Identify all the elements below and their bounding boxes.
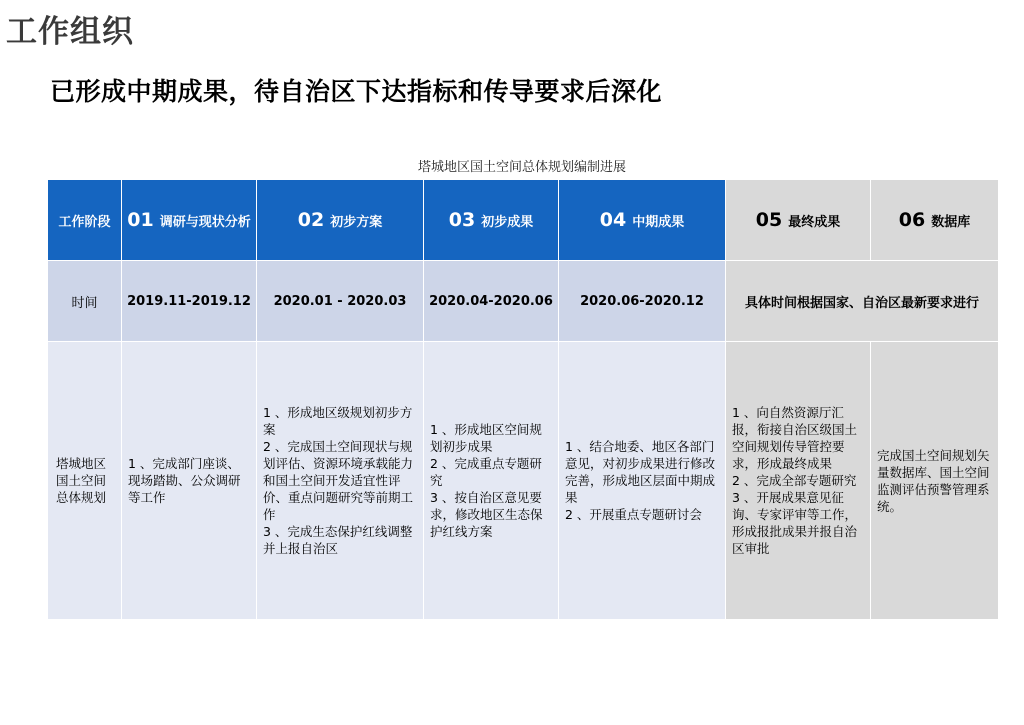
stage-name: 中期成果 bbox=[632, 215, 685, 230]
header-row bbox=[48, 180, 999, 261]
progress-table bbox=[47, 179, 999, 620]
stage-cell bbox=[122, 180, 257, 261]
content-cell bbox=[559, 342, 726, 620]
stage-number: 06 bbox=[898, 209, 926, 231]
time-value: 2020.01 - 2020.03 bbox=[273, 293, 407, 309]
headline: 已形成中期成果，待自治区下达指标和传导要求后深化 bbox=[50, 77, 663, 106]
time-final-cell bbox=[726, 261, 999, 342]
stage-header-label: 工作阶段 bbox=[58, 214, 111, 230]
time-value: 2020.06-2020.12 bbox=[580, 293, 704, 309]
row-label-cell bbox=[48, 342, 122, 620]
content-item: 3 、完成生态保护红线调整并上报自治区 bbox=[263, 524, 413, 556]
content-cell bbox=[871, 342, 999, 620]
stage-name: 调研与现状分析 bbox=[159, 215, 251, 230]
content-item: 2 、完成重点专题研究 bbox=[430, 456, 542, 488]
time-value: 2020.04-2020.06 bbox=[429, 293, 553, 309]
time-row bbox=[48, 261, 999, 342]
stage-number: 05 bbox=[755, 209, 783, 231]
time-cell bbox=[257, 261, 424, 342]
content-item: 1 、完成部门座谈、现场踏勘、公众调研等工作 bbox=[128, 456, 241, 505]
content-cell bbox=[424, 342, 559, 620]
stage-name: 初步方案 bbox=[330, 215, 383, 230]
stage-cell bbox=[871, 180, 999, 261]
stage-name: 初步成果 bbox=[481, 215, 534, 230]
content-item: 1 、结合地委、地区各部门意见，对初步成果进行修改完善，形成地区层面中期成果 bbox=[565, 439, 716, 505]
time-value: 2019.11-2019.12 bbox=[127, 293, 251, 309]
content-cell bbox=[726, 342, 871, 620]
stage-cell bbox=[559, 180, 726, 261]
stage-cell bbox=[424, 180, 559, 261]
stage-name: 数据库 bbox=[931, 215, 971, 230]
content-item: 1 、形成地区级规划初步方案 bbox=[263, 405, 413, 437]
content-item: 1 、向自然资源厅汇报，衔接自治区级国土空间规划传导管控要求，形成最终成果 bbox=[732, 405, 858, 471]
content-cell bbox=[122, 342, 257, 620]
content-item: 1 、形成地区空间规划初步成果 bbox=[430, 422, 542, 454]
stage-cell bbox=[726, 180, 871, 261]
content-item: 2 、完成国土空间现状与规划评估、资源环境承载能力和国土空间开发适宜性评价、重点问题研究等前期工作 bbox=[263, 439, 414, 522]
time-cell bbox=[122, 261, 257, 342]
content-item: 完成国土空间规划矢量数据库、国土空间监测评估预警管理系统。 bbox=[877, 447, 990, 514]
stage-header-cell bbox=[48, 180, 122, 261]
content-cell bbox=[257, 342, 424, 620]
row-label: 塔城地区国土空间总体规划 bbox=[56, 456, 107, 505]
time-label-cell bbox=[48, 261, 122, 342]
time-cell bbox=[559, 261, 726, 342]
stage-number: 03 bbox=[448, 209, 476, 231]
time-final-value: 具体时间根据国家、自治区最新要求进行 bbox=[744, 295, 979, 311]
content-item: 2 、完成全部专题研究 bbox=[732, 473, 857, 488]
content-item: 3 、按自治区意见要求，修改地区生态保护红线方案 bbox=[430, 490, 543, 539]
table-caption: 塔城地区国土空间总体规划编制进展 bbox=[417, 160, 626, 175]
content-item: 2 、开展重点专题研讨会 bbox=[565, 507, 702, 522]
page-title: 工作组织 bbox=[6, 14, 134, 50]
stage-number: 04 bbox=[599, 209, 627, 231]
time-label: 时间 bbox=[71, 295, 98, 311]
time-cell bbox=[424, 261, 559, 342]
content-row bbox=[48, 342, 999, 620]
content-item: 3 、开展成果意见征询、专家评审等工作，形成报批成果并报自治区审批 bbox=[732, 490, 858, 556]
stage-cell bbox=[257, 180, 424, 261]
stage-number: 02 bbox=[297, 209, 325, 231]
stage-number: 01 bbox=[127, 209, 154, 231]
stage-name: 最终成果 bbox=[788, 215, 841, 230]
